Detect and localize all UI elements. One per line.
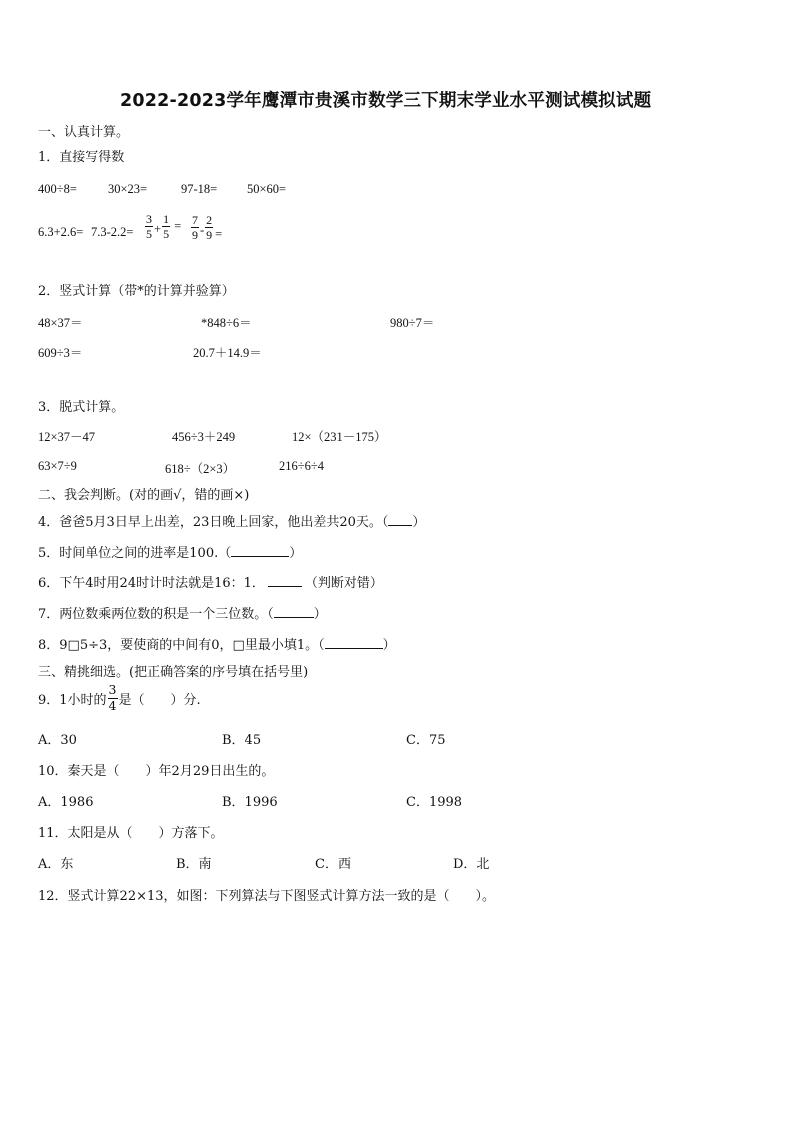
q10-stem: 10．秦天是（ ）年2月29日出生的。 — [38, 764, 275, 779]
question-text: 7．两位数乘两位数的积是一个三位数。（ — [38, 607, 274, 622]
judge-question — [38, 511, 425, 530]
option[interactable]: B．南 — [176, 857, 212, 872]
q1-expr: 7.3-2.2= — [91, 225, 134, 239]
judge-question — [38, 603, 327, 622]
question-text: 6．下午4时用24时计时法就是16：1． — [38, 576, 265, 591]
q2-expr: *848÷6＝ — [201, 316, 252, 330]
fraction-denominator: 5 — [146, 227, 152, 241]
page-title: 2022-2023学年鹰潭市贵溪市数学三下期末学业水平测试模拟试题 — [120, 91, 652, 111]
q3-expr: 12×37－47 — [38, 430, 96, 444]
question-text: 9．1小时的 — [38, 692, 107, 708]
answer-blank[interactable] — [231, 545, 289, 557]
fraction-numerator: 1 — [163, 212, 170, 226]
fraction — [191, 214, 199, 241]
question-text: 8．9□5÷3，要使商的中间有0，□里最小填1。（ — [38, 638, 325, 653]
answer-blank[interactable] — [274, 606, 314, 618]
option[interactable]: C．1998 — [406, 795, 463, 810]
option[interactable]: B．45 — [222, 733, 262, 748]
fraction-numerator: 3 — [146, 212, 152, 226]
section-heading-calc: 一、认真计算。 — [38, 125, 130, 140]
q3-expr: 216÷6÷4 — [279, 459, 324, 473]
fraction-numerator: 2 — [206, 213, 213, 227]
q2-expr: 980÷7＝ — [390, 316, 435, 330]
question-end: ） — [412, 515, 426, 530]
question-text: 是（ ）分. — [118, 692, 201, 708]
question-end: ） — [289, 546, 303, 561]
fraction-numerator: 7 — [192, 213, 198, 227]
option[interactable]: A．30 — [38, 733, 77, 748]
q1-expr: 6.3+2.6= — [38, 225, 84, 239]
fraction-numerator: 3 — [108, 682, 117, 697]
q11-stem: 11．太阳是从（ ）方落下。 — [38, 826, 224, 841]
answer-blank[interactable] — [325, 637, 383, 649]
q1-expr: 400÷8= — [38, 182, 77, 196]
q3-expr: 12×（231－175） — [292, 430, 387, 444]
q1-label: 1．直接写得数 — [38, 150, 125, 165]
fraction-denominator: 9 — [206, 228, 213, 242]
section-heading-choose: 三、精挑细选。(把正确答案的序号填在括号里) — [38, 665, 309, 680]
equals: = — [215, 227, 223, 241]
q3-expr: 618÷（2×3） — [165, 462, 236, 476]
fraction — [205, 214, 213, 241]
q3-expr: 456÷3＋249 — [172, 430, 236, 444]
question-end: （判断对错） — [304, 576, 383, 591]
q1-expr: 97-18= — [181, 182, 218, 196]
q1-fraction-expr — [190, 213, 222, 242]
option[interactable]: A．东 — [38, 857, 74, 872]
q1-expr: 50×60= — [247, 182, 287, 196]
q2-expr: 48×37＝ — [38, 316, 83, 330]
question-text: 4．爸爸5月3日早上出差，23日晚上回家，他出差共20天。（ — [38, 515, 389, 530]
option[interactable]: B．1996 — [222, 795, 278, 810]
q3-label: 3．脱式计算。 — [38, 400, 125, 415]
section-heading-judge: 二、我会判断。(对的画√，错的画×) — [38, 488, 250, 503]
q2-expr: 609÷3＝ — [38, 346, 83, 360]
judge-question — [38, 634, 396, 653]
answer-blank[interactable] — [268, 575, 302, 587]
question-end: ） — [382, 638, 396, 653]
q3-expr: 63×7÷9 — [38, 459, 77, 473]
equals: = — [174, 219, 182, 233]
fraction-denominator: 4 — [108, 697, 117, 713]
answer-blank[interactable] — [388, 514, 412, 526]
q9-stem — [38, 684, 201, 712]
operator: - — [200, 223, 205, 237]
fraction — [108, 684, 118, 712]
question-end: ） — [313, 607, 327, 622]
q1-fraction-expr — [144, 213, 181, 240]
option[interactable]: A．1986 — [38, 795, 94, 810]
fraction — [162, 213, 170, 240]
q1-expr: 30×23= — [108, 182, 148, 196]
judge-question — [38, 542, 302, 561]
q2-expr: 20.7＋14.9＝ — [193, 346, 262, 360]
fraction-denominator: 9 — [192, 228, 198, 242]
question-text: 5．时间单位之间的进率是100.（ — [38, 546, 232, 561]
option[interactable]: C．75 — [406, 733, 446, 748]
judge-question — [38, 572, 383, 591]
option[interactable]: D．北 — [453, 857, 490, 872]
operator: + — [154, 222, 162, 236]
q2-label: 2．竖式计算（带*的计算并验算） — [38, 284, 235, 299]
q12-stem: 12．竖式计算22×13，如图：下列算法与下图竖式计算方法一致的是（ ）。 — [38, 889, 496, 904]
option[interactable]: C．西 — [315, 857, 351, 872]
fraction — [145, 213, 153, 240]
fraction-denominator: 5 — [163, 227, 170, 241]
